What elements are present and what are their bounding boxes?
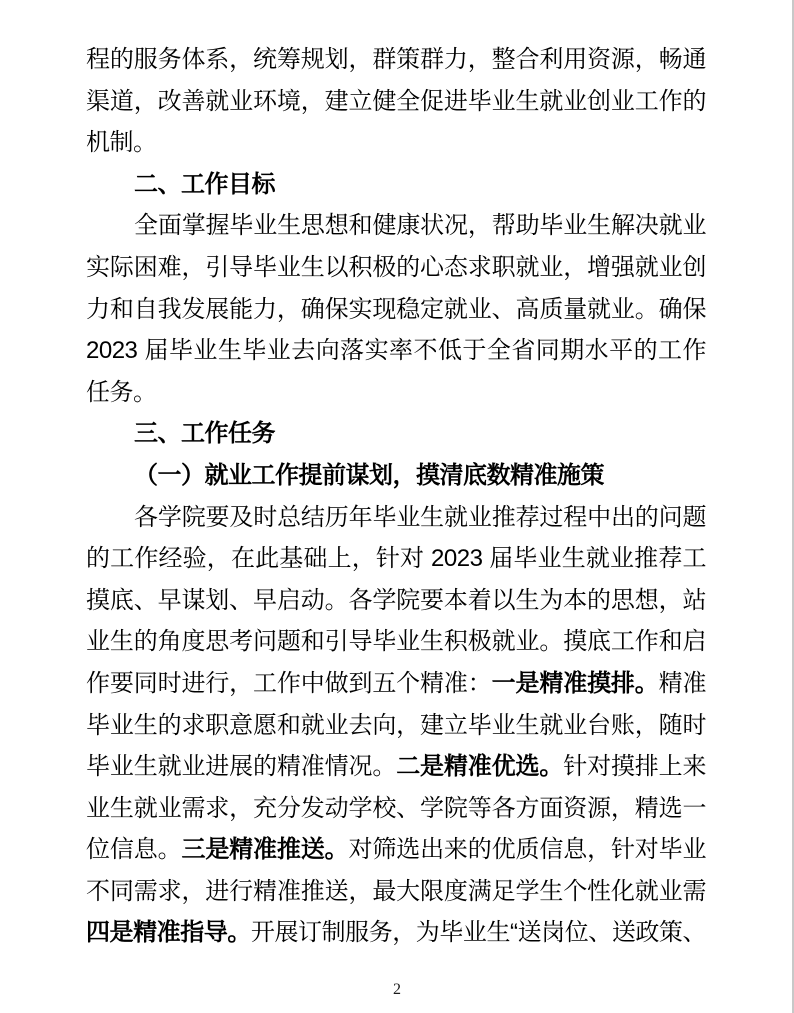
text-run: 机制。 — [86, 129, 157, 157]
text-run: 精准 — [658, 669, 706, 697]
text-line — [86, 330, 706, 372]
text-run: （一）就业工作提前谋划，摸清底数精准施策 — [134, 461, 604, 489]
text-line — [86, 746, 706, 788]
text-line — [86, 413, 706, 455]
text-line — [86, 205, 706, 247]
text-line — [86, 663, 706, 705]
text-run: 2023 届毕业生毕业去向落实率不低于全省同期水平的工作 — [86, 337, 706, 365]
text-line — [86, 81, 706, 123]
text-run: 任务。 — [86, 378, 157, 406]
text-run: 各学院要及时总结历年毕业生就业推荐过程中出的问题 — [134, 503, 706, 531]
bold-text-run: 一是精准摸排。 — [491, 669, 659, 697]
text-line — [86, 455, 706, 497]
text-run: 全面掌握毕业生思想和健康状况，帮助毕业生解决就业 — [134, 212, 706, 240]
text-line — [86, 39, 706, 81]
text-line — [86, 497, 706, 539]
text-line — [86, 829, 706, 871]
bold-text-run: 三是精准推送。 — [181, 836, 349, 864]
text-run: 三、工作任务 — [134, 420, 275, 448]
bold-text-run: 四是精准指导。 — [86, 919, 251, 947]
text-run: 对筛选出来的优质信息，针对毕业 — [348, 836, 706, 864]
page-number: 2 — [393, 981, 401, 998]
text-run: 渠道，改善就业环境，建立健全促进毕业生就业创业工作的 — [86, 87, 706, 115]
text-run: 实际困难，引导毕业生以积极的心态求职就业，增强就业创 — [86, 253, 706, 281]
text-run: 业生的角度思考问题和引导毕业生积极就业。摸底工作和启 — [86, 628, 706, 656]
text-run: 的工作经验，在此基础上，针对 2023 届毕业生就业推荐工 — [86, 545, 706, 573]
text-line — [86, 372, 706, 414]
text-line — [86, 705, 706, 747]
text-run: 开展订制服务，为毕业生“送岗位、送政策、 — [250, 919, 706, 947]
text-line — [86, 580, 706, 622]
text-line — [86, 788, 706, 830]
text-run: 毕业生的求职意愿和就业去向，建立毕业生就业台账，随时 — [86, 711, 706, 739]
text-run: 毕业生就业进展的精准情况。 — [86, 753, 397, 781]
text-run: 力和自我发展能力，确保实现稳定就业、高质量就业。确保 — [86, 295, 706, 323]
text-run: 不同需求，进行精准推送，最大限度满足学生个性化就业需 — [86, 877, 706, 905]
text-run: 作要同时进行，工作中做到五个精准： — [86, 669, 492, 697]
text-line — [86, 621, 706, 663]
text-line — [86, 871, 706, 913]
bold-text-run: 二是精准优选。 — [396, 753, 564, 781]
text-run: 业生就业需求，充分发动学校、学院等各方面资源，精选一 — [86, 794, 706, 822]
document-body — [86, 39, 706, 954]
text-run: 摸底、早谋划、早启动。各学院要本着以生为本的思想，站 — [86, 586, 706, 614]
text-line — [86, 247, 706, 289]
text-line — [86, 912, 706, 954]
text-run: 针对摸排上来 — [563, 753, 706, 781]
text-run: 二、工作目标 — [134, 170, 275, 198]
text-line — [86, 122, 706, 164]
text-run: 位信息。 — [86, 836, 182, 864]
text-run: 程的服务体系，统筹规划，群策群力，整合利用资源，畅通 — [86, 46, 706, 73]
text-line — [86, 538, 706, 580]
text-line — [86, 289, 706, 331]
text-line — [86, 164, 706, 206]
